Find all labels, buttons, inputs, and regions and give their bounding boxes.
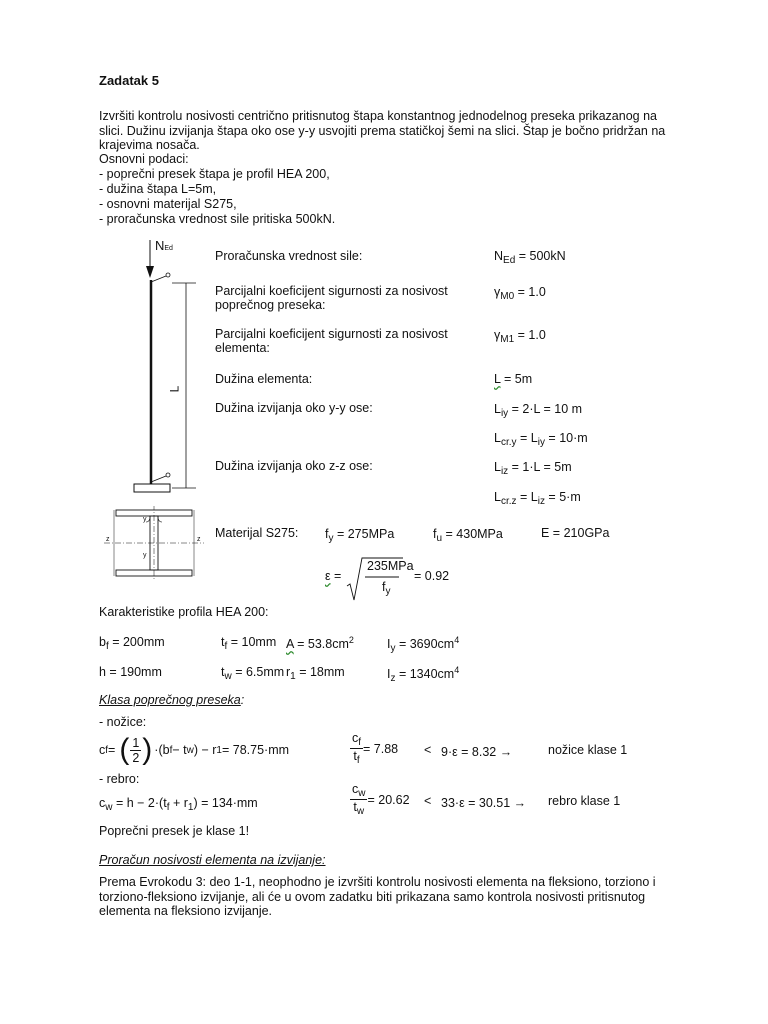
flange-limit: 9·ε = 8.32 → xyxy=(441,745,513,759)
cf-ratio: $\frac{c_f}{t_f}$ = 7.88 xyxy=(352,731,399,766)
class-conclusion: Poprečni presek je klase 1! xyxy=(99,824,250,838)
liz-value: $L_{iz} = 1\cdot L = 5m$ xyxy=(494,460,572,477)
epsilon-numerator: 235MPa xyxy=(367,559,414,573)
bf-value: $b_f = 200mm$ xyxy=(99,635,165,652)
gm1-label-line1: Parcijalni koeficijent sigurnosti za nosivost xyxy=(215,327,448,341)
epsilon-denominator: $f_y$ xyxy=(382,580,391,597)
basic-data-heading: Osnovni podaci: xyxy=(99,152,189,166)
area-value: $A = 53.8cm^2$ xyxy=(286,635,354,651)
force-label: Proračunska vrednost sile: xyxy=(215,249,363,263)
cf-formula: c f = ( $\frac{1}{2}$ ) ·(b f − t w ) − r 1 = 78.75·mm xyxy=(99,733,290,766)
axis-label-y: y xyxy=(143,552,147,559)
lcrz-value: $L_{cr.z} = L_{iz} = 5\cdot m$ xyxy=(494,490,581,507)
load-arrow-head xyxy=(146,266,154,278)
profile-heading: Karakteristike profila HEA 200: xyxy=(99,605,269,619)
cw-formula: $c_w = h - 2\cdot(t_f + r_1) = 134\cdot mm$ xyxy=(99,796,258,813)
iy-value: $I_y = 3690cm^4$ xyxy=(387,635,460,654)
force-value: $N_{Ed} = 500kN$ xyxy=(494,249,566,266)
r1-value: $r_1 = 18mm$ xyxy=(286,665,345,682)
hea-section-diagram xyxy=(100,506,208,580)
web-label: - rebro: xyxy=(99,772,140,786)
web-class: rebro klase 1 xyxy=(548,794,621,808)
gm0-label-line2: poprečnog preseka: xyxy=(215,298,326,312)
top-pin-link xyxy=(151,276,166,282)
e-modulus: E = 210GPa xyxy=(541,526,610,540)
liz-label: Dužina izvijanja oko z-z ose: xyxy=(215,459,373,473)
gm1-label-line2: elementa: xyxy=(215,341,270,355)
basic-item: - poprečni presek štapa je profil HEA 200, xyxy=(99,167,330,181)
basic-item: - proračunska vrednost sile pritiska 500kN. xyxy=(99,212,336,226)
gm0-label-line1: Parcijalni koeficijent sigurnosti za nosivost xyxy=(215,284,448,298)
liy-value: $L_{iy} = 2\cdot L = 10$ m xyxy=(494,402,583,419)
buckling-heading: Proračun nosivosti elementa na izvijanje: xyxy=(99,853,326,867)
length-value: L = 5m xyxy=(494,372,533,386)
gm0-value: $\gamma_{M0} = 1.0$ xyxy=(494,285,546,302)
load-label: NEd xyxy=(155,238,173,253)
basic-item: - osnovni materijal S275, xyxy=(99,197,237,211)
buckling-paragraph: Prema Evrokodu 3: deo 1-1, neophodno je izvršiti kontrolu nosivosti elementa na fleksiono, torziono i torziono-fleksiono izvijanje, ali će u ovom zadatku biti prikazana samo kontrola nosivosti pritisnutog elementa na fleksiono izvijanje. xyxy=(99,875,656,918)
bottom-pin-link xyxy=(151,476,166,482)
iz-value: $I_z = 1340cm^4$ xyxy=(387,665,460,684)
gm1-value: $\gamma_{M1} = 1.0$ xyxy=(494,328,546,345)
axis-label-z: z xyxy=(106,536,110,543)
epsilon-value: = 0.92 xyxy=(414,569,450,583)
column-scheme-diagram xyxy=(120,236,210,498)
material-label: Materijal S275: xyxy=(215,526,299,540)
fy-value: $f_y = 275MPa$ xyxy=(325,527,395,544)
lcry-value: $L_{cr.y} = L_{iy} = 10\cdot m$ xyxy=(494,431,588,448)
liy-label: Dužina izvijanja oko y-y ose: xyxy=(215,401,373,415)
length-label: L xyxy=(167,385,182,393)
top-pin-icon xyxy=(166,273,170,277)
bottom-pin-icon xyxy=(166,473,170,477)
length-row-label: Dužina elementa: xyxy=(215,372,313,386)
support-plate xyxy=(134,484,170,492)
web-limit: 33·ε = 30.51 → xyxy=(441,796,527,810)
intro-paragraph: Izvršiti kontrolu nosivosti centrično pritisnutog štapa konstantnog jednodelnog preseka prikazanog na slici. Dužinu izvijanja štapa oko ose y-y usvojiti prema statičkoj šemi na slici. Štap je bočno pridržan na krajevima nosača. xyxy=(99,109,666,152)
axis-label-y: y xyxy=(143,516,147,523)
cw-ratio: $\frac{c_w}{t_w}$ = 20.62 xyxy=(352,782,410,817)
flange-label: - nožice: xyxy=(99,715,147,729)
page-title: Zadatak 5 xyxy=(99,73,159,88)
less-than-sign: < xyxy=(424,743,432,757)
tw-value: $t_w = 6.5mm$ xyxy=(221,665,285,682)
flange-class: nožice klase 1 xyxy=(548,743,628,757)
epsilon-symbol: ε = xyxy=(325,569,342,583)
class-heading: Klasa poprečnog preseka: xyxy=(99,693,245,707)
fu-value: $f_u = 430MPa$ xyxy=(433,527,503,544)
tf-value: $t_f = 10mm$ xyxy=(221,635,277,652)
axis-label-z: z xyxy=(197,536,201,543)
less-than-sign: < xyxy=(424,794,432,808)
h-value: h = 190mm xyxy=(99,665,162,679)
basic-item: - dužina štapa L=5m, xyxy=(99,182,217,196)
